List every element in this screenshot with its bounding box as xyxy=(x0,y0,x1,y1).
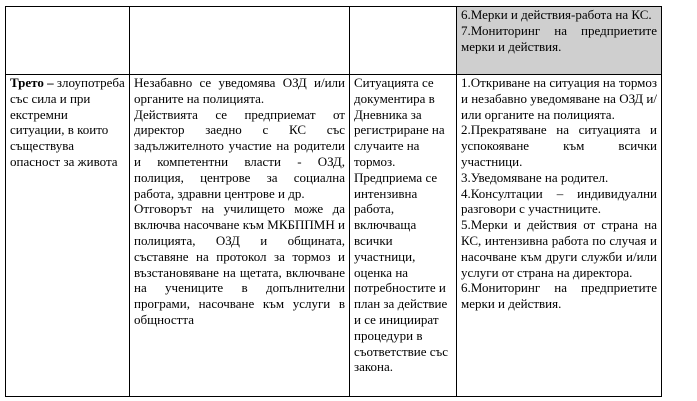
cell-actions-empty xyxy=(130,7,350,75)
action-paragraph: Незабавно се уведомява ОЗД и/или органите на полицията. xyxy=(134,75,345,106)
cell-documentation-empty xyxy=(350,7,457,75)
cell-steps xyxy=(457,75,662,397)
cell-level xyxy=(6,75,130,397)
cell-steps-continued xyxy=(457,7,662,75)
step-item: 1.Откриване на ситуация на тормоз и незабавно уведомяване на ОЗД и/или органите на полицията. xyxy=(461,75,657,122)
step-item: 4.Консултации – индивидуални разговори с участниците. xyxy=(461,185,657,217)
step-item: 7.Мониторинг на предприетите мерки и действия. xyxy=(461,22,657,54)
documentation-paragraph: Ситуацията се документира в Дневника за регистриране на случаите на тормоз. xyxy=(354,75,445,169)
step-item: 6.Мерки и действия-работа на КС. xyxy=(461,7,652,22)
step-item: 2.Прекратяване на ситуацията и успокояване към всички участници. xyxy=(461,122,657,169)
cell-documentation xyxy=(350,75,457,397)
step-item: 5.Мерки и действия от страна на КС, интензивна работа по случая и насочване към други служби и/или услуги от страна на директора. xyxy=(461,217,657,280)
level-description: злоупотреба със сила и при екстремни ситуации, в които съществува опасност за живота xyxy=(10,75,125,169)
action-paragraph: Действията се предприемат от директор заедно с КС със задължителното участие на родители и компетентни власти - ОЗД, полиция, центрове за социална работа, здравни центрове и др. xyxy=(134,106,345,201)
table-row xyxy=(6,7,662,75)
step-item: 6.Мониторинг на предприетите мерки и действия. xyxy=(461,280,657,312)
cell-actions xyxy=(130,75,350,397)
procedures-table xyxy=(5,6,662,397)
action-paragraph: Отговорът на училището може да включва насочване към МКБППМН и полицията, ОЗД и общината, съставяне на протокол за тормоз и възстановяване на щетата, включване на учениците в допълнителни програми, насочване към услуги в общността xyxy=(134,201,345,327)
documentation-paragraph: Предприема се интензивна работа, включваща всички участници, оценка на потребностите и план за действие и се инициират процедури в съответствие със закона. xyxy=(354,169,449,375)
step-item: 3.Уведомяване на родител. xyxy=(461,169,609,185)
table-row xyxy=(6,75,662,397)
cell-level-empty xyxy=(6,7,130,75)
level-title: Трето – xyxy=(10,75,54,90)
